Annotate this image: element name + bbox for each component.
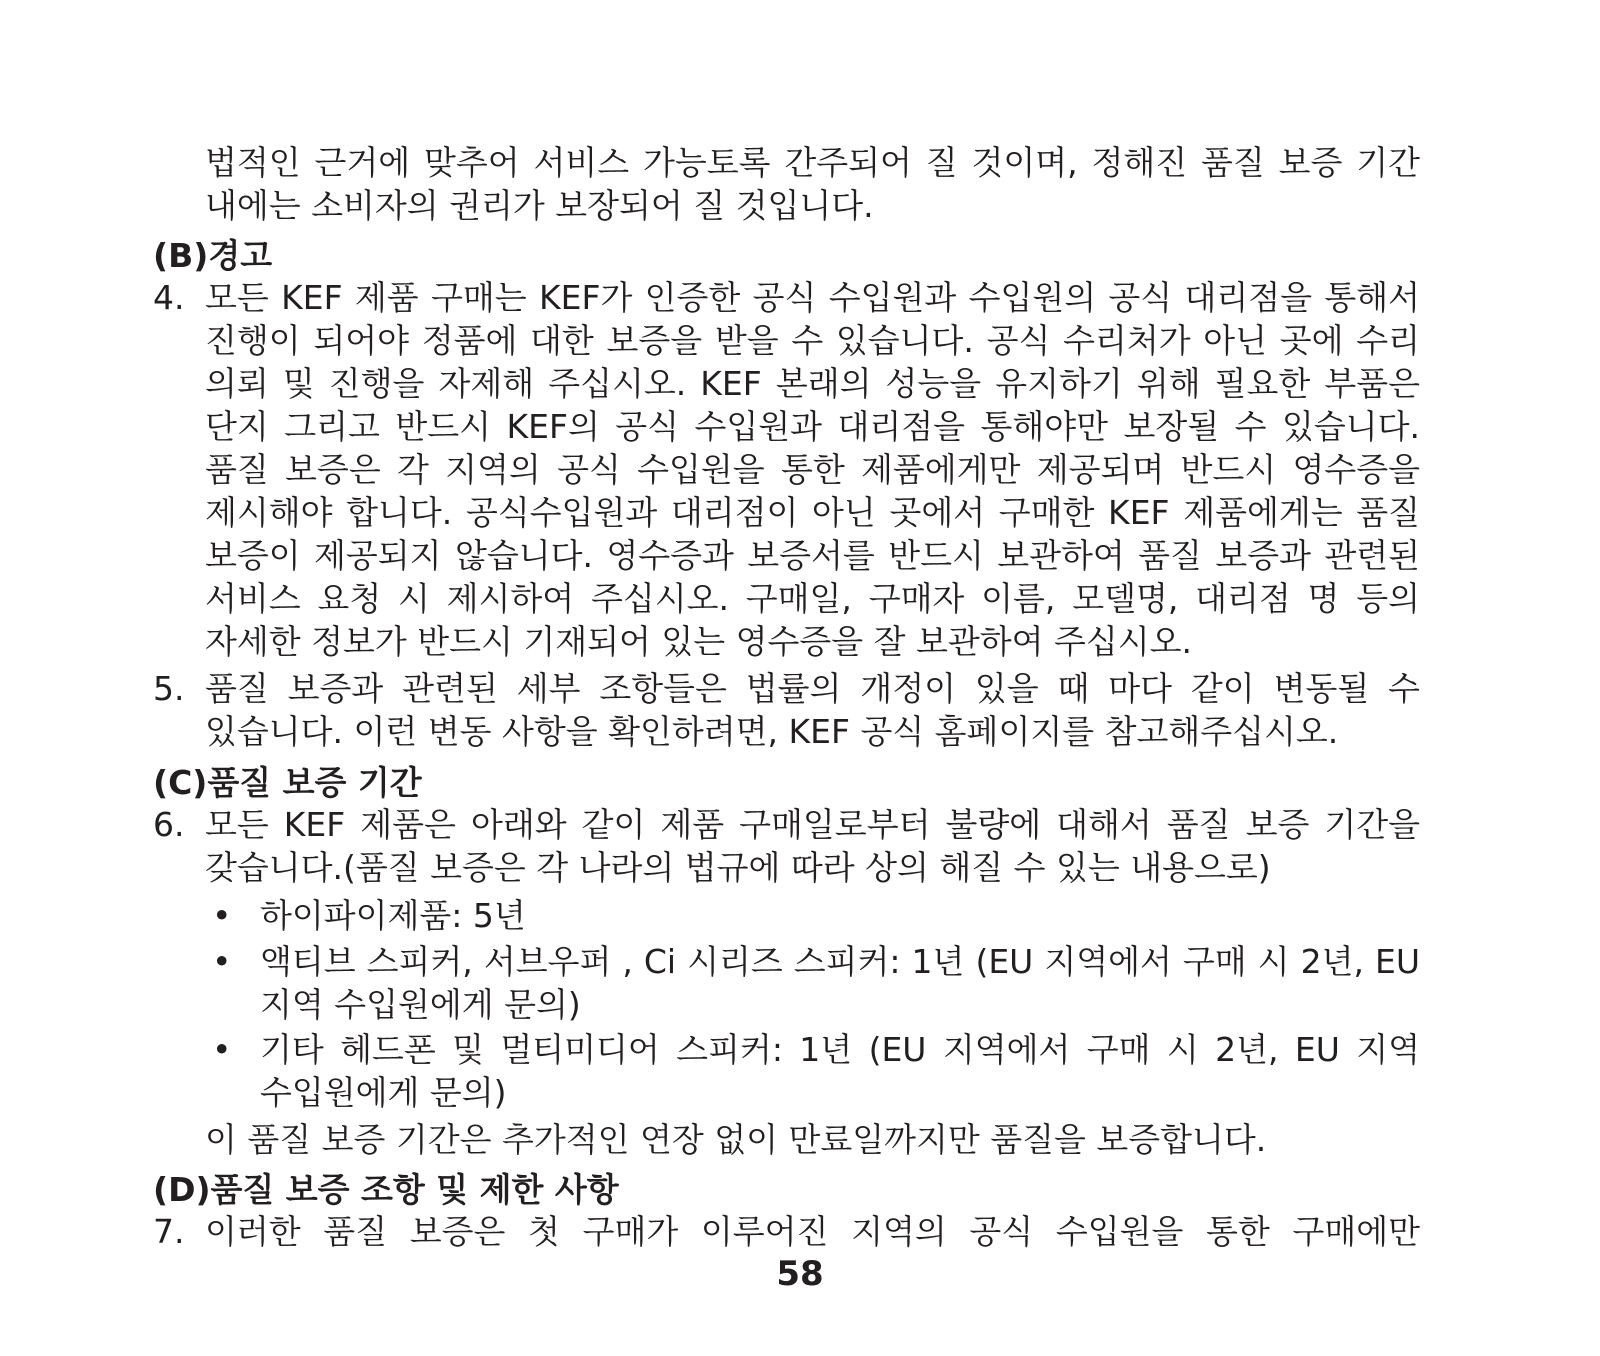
- bullet-marker: •: [212, 942, 232, 981]
- item-6-number: 6.: [153, 805, 185, 844]
- intro-line-2: 내에는 소비자의 권리가 보장되어 질 것입니다.: [205, 186, 874, 225]
- item-4-line-6: 제시해야 합니다. 공식수입원과 대리점이 아닌 곳에서 구매한 KEF 제품에게는 품질: [205, 493, 1420, 532]
- item-4-line-3: 의뢰 및 진행을 자제해 주십시오. KEF 본래의 성능을 유지하기 위해 필요한 부품은: [205, 364, 1420, 403]
- page-number: 58: [776, 1254, 824, 1294]
- item-7-number: 7.: [153, 1212, 185, 1251]
- item-6-line-2: 갖습니다.(품질 보증은 각 나라의 법규에 따라 상의 해질 수 있는 내용으로): [205, 848, 1271, 887]
- intro-line-1: 법적인 근거에 맞추어 서비스 가능토록 간주되어 질 것이며, 정해진 품질 보증 기간: [205, 143, 1420, 182]
- item-4-line-2: 진행이 되어야 정품에 대한 보증을 받을 수 있습니다. 공식 수리처가 아닌 곳에 수리: [205, 321, 1420, 360]
- item-4-line-9: 자세한 정보가 반드시 기재되어 있는 영수증을 잘 보관하여 주십시오.: [205, 622, 1192, 661]
- item-6-line-1: 모든 KEF 제품은 아래와 같이 제품 구매일로부터 불량에 대해서 품질 보증 기간을: [205, 805, 1420, 844]
- section-d-heading: (D)품질 보증 조항 및 제한 사항: [153, 1170, 619, 1209]
- bullet-active-line-2: 지역 수입원에게 문의): [260, 985, 581, 1024]
- item-4-line-7: 보증이 제공되지 않습니다. 영수증과 보증서를 반드시 보관하여 품질 보증과 관련된: [205, 536, 1420, 575]
- bullet-marker: •: [212, 1030, 232, 1069]
- item-4-line-8: 서비스 요청 시 제시하여 주십시오. 구매일, 구매자 이름, 모델명, 대리점 명 등의: [205, 579, 1420, 618]
- item-5-line-2: 있습니다. 이런 변동 사항을 확인하려면, KEF 공식 홈페이지를 참고해주십시오.: [205, 712, 1339, 751]
- item-4-line-4: 단지 그리고 반드시 KEF의 공식 수입원과 대리점을 통해야만 보장될 수 있습니다.: [205, 407, 1420, 446]
- item-7-line-1: 이러한 품질 보증은 첫 구매가 이루어진 지역의 공식 수입원을 통한 구매에만: [205, 1212, 1420, 1251]
- item-4-line-5: 품질 보증은 각 지역의 공식 수입원을 통한 제품에게만 제공되며 반드시 영수증을: [205, 450, 1420, 489]
- item-5-line-1: 품질 보증과 관련된 세부 조항들은 법률의 개정이 있을 때 마다 같이 변동될 수: [205, 669, 1420, 708]
- section-c-closing: 이 품질 보증 기간은 추가적인 연장 없이 만료일까지만 품질을 보증합니다.: [205, 1120, 1267, 1159]
- bullet-hifi: 하이파이제품: 5년: [260, 896, 526, 935]
- item-4-number: 4.: [153, 278, 185, 317]
- section-b-heading: (B)경고: [153, 236, 273, 275]
- item-5-number: 5.: [153, 669, 185, 708]
- bullet-active-line-1: 액티브 스피커, 서브우퍼 , Ci 시리즈 스피커: 1년 (EU 지역에서 구매 시 2년, EU: [260, 942, 1420, 981]
- item-4-line-1: 모든 KEF 제품 구매는 KEF가 인증한 공식 수입원과 수입원의 공식 대리점을 통해서: [205, 278, 1420, 317]
- section-c-heading: (C)품질 보증 기간: [153, 763, 422, 802]
- bullet-other-line-2: 수입원에게 문의): [260, 1073, 507, 1112]
- bullet-other-line-1: 기타 헤드폰 및 멀티미디어 스피커: 1년 (EU 지역에서 구매 시 2년, EU 지역: [260, 1030, 1420, 1069]
- bullet-marker: •: [212, 896, 232, 935]
